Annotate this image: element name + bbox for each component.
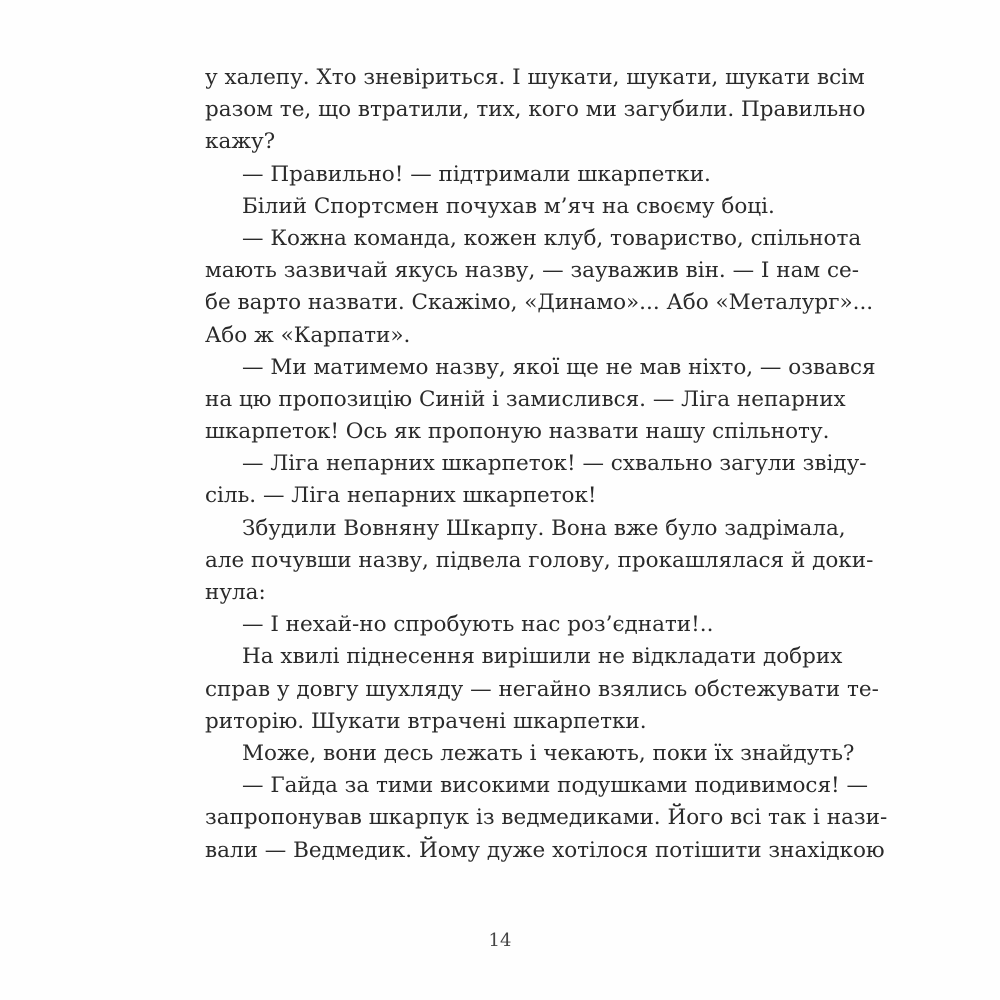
text-line: мають зазвичай якусь назву, — зауважив він. — І нам се-	[205, 258, 859, 284]
text-line: — Правильно! — підтримали шкарпетки.	[242, 161, 711, 187]
text-line: у халепу. Хто зневіриться. І шукати, шукати, шукати всім	[205, 65, 865, 90]
text-line: — Гайда за тими високими подушками подивимося! —	[242, 773, 868, 799]
text-line: вали — Ведмедик. Йому дуже хотілося потішити знахідкою	[205, 837, 885, 863]
text-line: Може, вони десь лежать і чекають, поки їх знайдуть?	[242, 740, 855, 766]
body-text	[205, 62, 888, 867]
text-line: справ у довгу шухляду — негайно взялись обстежувати те-	[205, 676, 879, 702]
text-line: — Кожна команда, кожен клуб, товариство, спільнота	[242, 225, 862, 251]
text-line: запропонував шкарпук із ведмедиками. Його всі так і нази-	[205, 805, 888, 831]
text-line: Або ж «Карпати».	[205, 322, 411, 348]
text-line: — Ми матимемо назву, якої ще не мав ніхто, — озвався	[242, 354, 876, 380]
text-line: разом те, що втратили, тих, кого ми загубили. Правильно	[205, 97, 866, 123]
page-number: 14	[488, 930, 512, 951]
text-line: нула:	[205, 580, 266, 605]
text-line: Збудили Вовняну Шкарпу. Вона вже було задрімала,	[242, 515, 846, 541]
text-line: кажу?	[205, 129, 276, 155]
text-line: риторію. Шукати втрачені шкарпетки.	[205, 708, 647, 734]
text-line: Білий Спортсмен почухав м’яч на своєму боці.	[242, 193, 775, 219]
text-line: шкарпеток! Ось як пропоную назвати нашу спільноту.	[205, 419, 830, 445]
text-line: бе варто назвати. Скажімо, «Динамо»... Або «Металург»...	[205, 290, 874, 316]
text-line: — Ліга непарних шкарпеток! — схвально загули звіду-	[242, 451, 867, 477]
text-line: на цю пропозицію Синій і замислився. — Ліга непарних	[205, 386, 846, 412]
text-line: На хвилі піднесення вирішили не відкладати добрих	[242, 644, 843, 670]
text-line: сіль. — Ліга непарних шкарпеток!	[205, 483, 597, 509]
text-line: але почувши назву, підвела голову, прокашлялася й доки-	[205, 547, 874, 573]
text-line: — І нехай-но спробують нас роз’єднати!..	[242, 612, 714, 638]
